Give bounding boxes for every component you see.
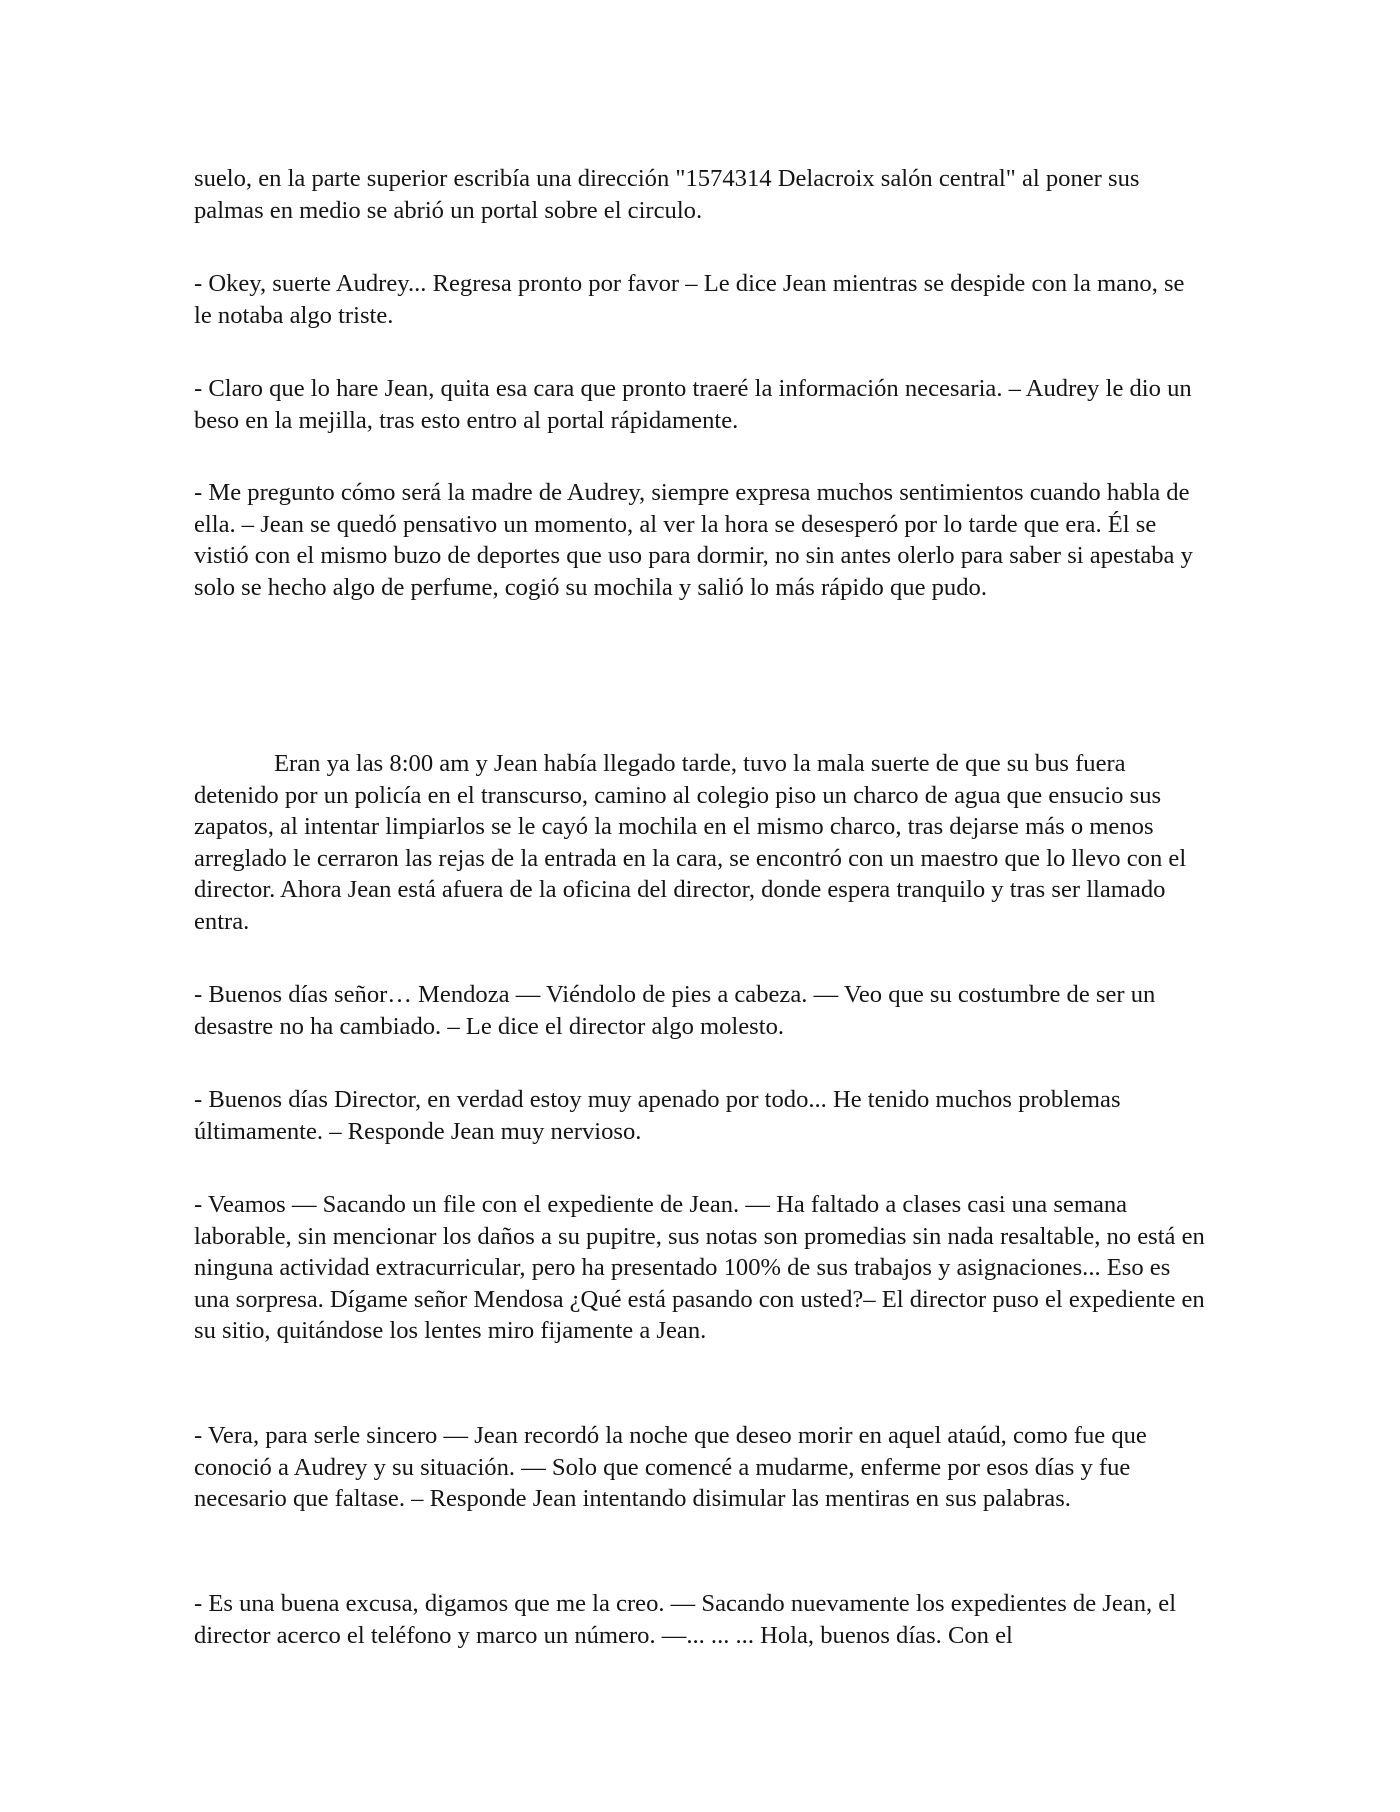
paragraph-director-greeting xyxy=(194,979,1206,1042)
paragraph-jean-farewell xyxy=(194,268,1206,331)
paragraph-text: - Okey, suerte Audrey... Regresa pronto por favor – Le dice Jean mientras se despide con la mano, se le notaba algo triste. xyxy=(194,270,1185,329)
paragraph-audrey-reply xyxy=(194,373,1206,436)
paragraph-text: - Claro que lo hare Jean, quita esa cara que pronto traeré la información necesaria. – Audrey le dio un beso en la mejilla, tras esto entro al portal rápidamente. xyxy=(194,375,1192,434)
paragraph-text: - Me pregunto cómo será la madre de Audrey, siempre expresa muchos sentimientos cuando habla de ella. – Jean se quedó pensativo un momento, al ver la hora se desesperó por lo tarde que era. Él se vistió con el mismo buzo de deportes que uso para dormir, no sin antes olerlo para saber si apestaba y solo se hecho algo de perfume, cogió su mochila y salió lo más rápido que pudo. xyxy=(194,479,1193,601)
paragraph-jean-late xyxy=(194,748,1206,937)
paragraph-director-phone xyxy=(194,1588,1206,1651)
paragraph-text: - Veamos — Sacando un file con el expediente de Jean. — Ha faltado a clases casi una semana laborable, sin mencionar los daños a su pupitre, sus notas son promedias sin nada resaltable, no está en ninguna actividad extracurricular, pero ha presentado 100% de sus trabajos y asignaciones... Eso es una sorpresa. Dígame señor Mendosa ¿Qué está pasando con usted?– El director puso el expediente en su sitio, quitándose los lentes miro fijamente a Jean. xyxy=(194,1191,1205,1344)
paragraph-jean-excuse xyxy=(194,1420,1206,1515)
paragraph-text: suelo, en la parte superior escribía una dirección "1574314 Delacroix salón central" al poner sus palmas en medio se abrió un portal sobre el circulo. xyxy=(194,165,1140,224)
paragraph-text: - Vera, para serle sincero — Jean recordó la noche que deseo morir en aquel ataúd, como fue que conoció a Audrey y su situación. — Solo que comencé a mudarme, enferme por esos días y fue necesario que faltase. – Responde Jean intentando disimular las mentiras en sus palabras. xyxy=(194,1422,1147,1512)
paragraph-jean-apology xyxy=(194,1084,1206,1147)
paragraph-text: Eran ya las 8:00 am y Jean había llegado tarde, tuvo la mala suerte de que su bus fuera detenido por un policía en el transcurso, camino al colegio piso un charco de agua que ensucio sus zapatos, al intentar limpiarlos se le cayó la mochila en el mismo charco, tras dejarse más o menos arreglado le cerraron las rejas de la entrada en la cara, se encontró con un maestro que lo llevo con el director. Ahora Jean está afuera de la oficina del director, donde espera tranquilo y tras ser llamado entra. xyxy=(194,750,1187,935)
paragraph-jean-wonders xyxy=(194,477,1206,603)
paragraph-portal-address xyxy=(194,163,1206,226)
paragraph-text: - Buenos días señor… Mendoza — Viéndolo de pies a cabeza. — Veo que su costumbre de ser un desastre no ha cambiado. – Le dice el director algo molesto. xyxy=(194,981,1156,1040)
paragraph-text: - Buenos días Director, en verdad estoy muy apenado por todo... He tenido muchos problemas últimamente. – Responde Jean muy nervioso. xyxy=(194,1086,1121,1145)
paragraph-text: - Es una buena excusa, digamos que me la creo. — Sacando nuevamente los expedientes de Jean, el director acerco el teléfono y marco un número. —... ... ... Hola, buenos días. Con el xyxy=(194,1590,1177,1649)
paragraph-director-record xyxy=(194,1189,1206,1347)
